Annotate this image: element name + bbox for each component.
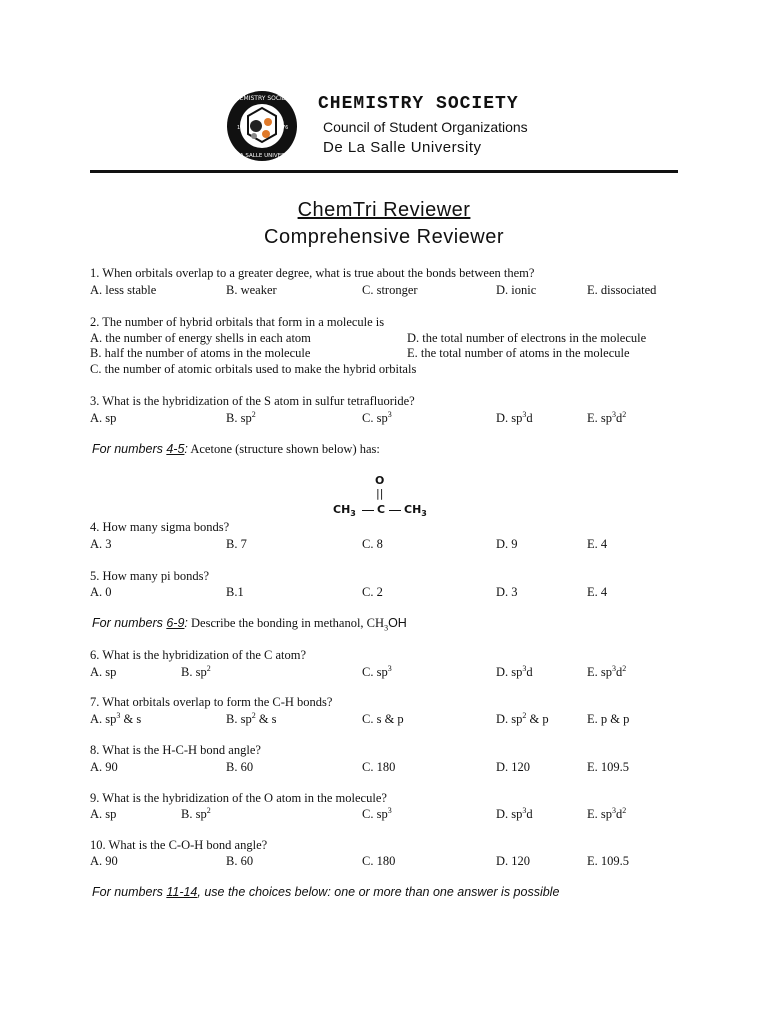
q6-option-c: C. $sp^3$ [362,663,392,679]
question-4: 4. How many sigma bonds? [90,520,230,534]
university-name: De La Salle University [323,139,482,156]
acetone-left-methyl: $CH_3$ [333,503,356,519]
question-8: 8. What is the H-C-H bond angle? [90,743,261,757]
question-3: 3. What is the hybridization of the S atom in sulfur tetrafluoride? [90,394,415,408]
question-7: 7. What orbitals overlap to form the C-H bonds? [90,695,333,709]
q5-option-b: B.1 [226,585,244,599]
q7-option-a: A. $sp^3$ & s [90,710,142,726]
q5-option-e: E. 4 [587,585,608,599]
q10-option-a: A. 90 [90,854,118,868]
svg-text:76: 76 [282,125,289,131]
q10-option-b: B. 60 [226,854,254,868]
question-6: 6. What is the hybridization of the C atom? [90,648,307,662]
acetone-carbon: C [377,503,386,516]
q7-option-d: D. $sp^2$ & p [496,710,549,726]
q4-option-e: E. 4 [587,537,608,551]
q9-option-a: A. sp [90,807,117,821]
q8-option-a: A. 90 [90,760,118,774]
q3-option-c: C. $sp^3$ [362,409,392,425]
q8-option-b: B. 60 [226,760,254,774]
q2-option-b: B. half the number of atoms in the molecule [90,346,311,360]
acetone-oxygen: O [375,474,385,487]
header-divider [90,170,678,173]
q1-option-a: A. less stable [90,283,157,297]
page-subtitle: Comprehensive Reviewer [264,226,504,248]
q7-option-e: E. p & p [587,712,630,726]
note-questions-4-5: For numbers 4-5: Acetone (structure shown below) has: [92,442,380,456]
q7-option-b: B. $sp^2$ & s [226,710,277,726]
q9-option-e: E. $sp^3d^2$ [587,805,627,821]
q3-option-b: B. $sp^2$ [226,409,256,425]
q6-option-b: B. $sp^2$ [181,663,211,679]
acetone-bond-left [362,510,374,511]
q4-option-b: B. 7 [226,537,247,551]
q7-option-c: C. s & p [362,712,404,726]
q5-option-d: D. 3 [496,585,518,599]
q2-option-d: D. the total number of electrons in the molecule [407,331,647,345]
svg-text:CHEMISTRY SOCIETY: CHEMISTRY SOCIETY [231,95,293,102]
q3-option-a: A. sp [90,411,117,425]
question-2: 2. The number of hybrid orbitals that form in a molecule is [90,315,385,329]
question-5: 5. How many pi bonds? [90,569,210,583]
chemistry-society-logo [226,90,298,162]
q2-option-a: A. the number of energy shells in each atom [90,331,311,345]
org-name: CHEMISTRY SOCIETY [318,94,519,114]
q8-option-c: C. 180 [362,760,396,774]
question-9: 9. What is the hybridization of the O atom in the molecule? [90,791,387,805]
q10-option-e: E. 109.5 [587,854,630,868]
q8-option-d: D. 120 [496,760,531,774]
q3-option-e: E. $sp^3d^2$ [587,409,627,425]
q1-option-e: E. dissociated [587,283,657,297]
q4-option-d: D. 9 [496,537,518,551]
acetone-double-bond: || [376,487,384,500]
q9-option-c: C. $sp^3$ [362,805,392,821]
q2-option-c: C. the number of atomic orbitals used to make the hybrid orbitals [90,362,417,376]
q8-option-e: E. 109.5 [587,760,630,774]
note-questions-6-9: For numbers 6-9: Describe the bonding in methanol, $CH_3OH$ [92,616,407,633]
note-questions-11-14: For numbers 11-14, use the choices below: one or more than one answer is possible [92,885,560,899]
svg-text:DE LA SALLE UNIVERSITY: DE LA SALLE UNIVERSITY [227,153,297,159]
acetone-bond-right [389,510,401,511]
q1-option-c: C. stronger [362,283,418,297]
q1-option-b: B. weaker [226,283,277,297]
council-name: Council of Student Organizations [323,119,528,135]
q6-option-a: A. sp [90,665,117,679]
page-title: ChemTri Reviewer [297,199,471,221]
q6-option-e: E. $sp^3d^2$ [587,663,627,679]
q9-option-d: D. $sp^3d$ [496,805,533,821]
q10-option-c: C. 180 [362,854,396,868]
question-10: 10. What is the C-O-H bond angle? [90,838,268,852]
question-1: 1. When orbitals overlap to a greater degree, what is true about the bonds between them? [90,266,535,280]
q9-option-b: B. $sp^2$ [181,805,211,821]
q4-option-a: A. 3 [90,537,112,551]
svg-text:19: 19 [237,125,244,131]
q5-option-c: C. 2 [362,585,383,599]
acetone-right-methyl: $CH_3$ [404,503,427,519]
q1-option-d: D. ionic [496,283,537,297]
q4-option-c: C. 8 [362,537,383,551]
q2-option-e: E. the total number of atoms in the molecule [407,346,630,360]
q5-option-a: A. 0 [90,585,112,599]
q6-option-d: D. $sp^3d$ [496,663,533,679]
q3-option-d: D. $sp^3d$ [496,409,533,425]
q10-option-d: D. 120 [496,854,531,868]
